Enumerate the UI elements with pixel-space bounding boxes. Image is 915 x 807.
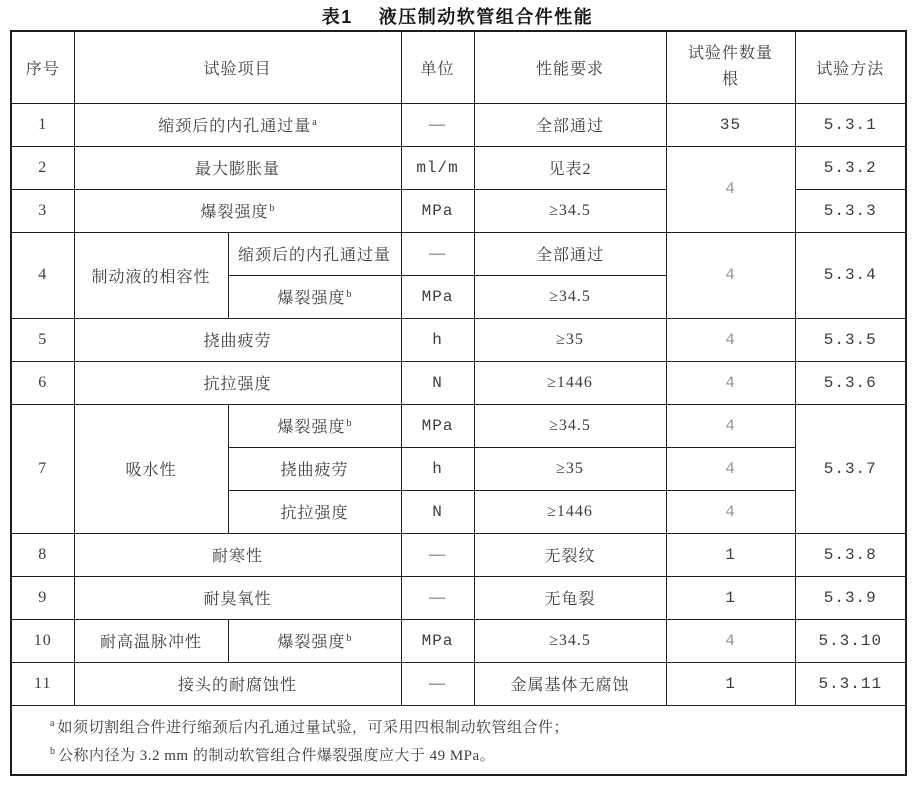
cell-unit: — — [401, 533, 474, 576]
cell-requirement: ≥35 — [474, 318, 666, 361]
table-row — [11, 662, 906, 705]
footnote-marker-b: b — [346, 417, 352, 429]
cell-quantity-merged: 4 — [666, 146, 795, 232]
cell-quantity: 4 — [666, 361, 795, 404]
cell-serial: 4 — [11, 232, 74, 318]
table-row — [11, 576, 906, 619]
cell-unit: N — [401, 361, 474, 404]
cell-test-subitem: 缩颈后的内孔通过量 — [228, 232, 401, 275]
cell-method: 5.3.6 — [795, 361, 906, 404]
cell-requirement: ≥35 — [474, 447, 666, 490]
footnote-b — [50, 742, 885, 770]
footnote-a-marker: a — [50, 717, 55, 729]
cell-method: 5.3.2 — [795, 146, 906, 189]
cell-requirement: ≥1446 — [474, 361, 666, 404]
cell-quantity: 35 — [666, 103, 795, 146]
cell-requirement: ≥34.5 — [474, 404, 666, 447]
cell-unit: MPa — [401, 189, 474, 232]
cell-method: 5.3.1 — [795, 103, 906, 146]
table-row — [11, 361, 906, 404]
table-row — [11, 619, 906, 662]
cell-method: 5.3.3 — [795, 189, 906, 232]
header-quantity-line2: 根 — [722, 71, 740, 89]
footnote-b-text: 公称内径为 3.2 mm 的制动软管组合件爆裂强度应大于 49 MPa。 — [58, 747, 496, 764]
footnote-a-text: 如须切割组合件进行缩颈后内孔通过量试验，可采用四根制动软管组合件； — [57, 719, 569, 736]
cell-test-subitem — [228, 275, 401, 318]
cell-test-item: 耐寒性 — [74, 533, 401, 576]
cell-requirement: ≥1446 — [474, 490, 666, 533]
cell-unit: — — [401, 662, 474, 705]
header-row — [11, 31, 906, 103]
cell-test-subitem: 抗拉强度 — [228, 490, 401, 533]
cell-test-item — [74, 103, 401, 146]
cell-quantity-merged: 4 — [666, 232, 795, 318]
cell-test-item — [74, 189, 401, 232]
cell-serial: 10 — [11, 619, 74, 662]
cell-serial: 8 — [11, 533, 74, 576]
cell-requirement: ≥34.5 — [474, 619, 666, 662]
cell-requirement: 全部通过 — [474, 232, 666, 275]
cell-method: 5.3.11 — [795, 662, 906, 705]
cell-test-item-group: 吸水性 — [74, 404, 228, 533]
cell-method-merged: 5.3.4 — [795, 232, 906, 318]
footnote-marker-a: a — [312, 116, 317, 128]
cell-quantity: 1 — [666, 533, 795, 576]
cell-serial: 1 — [11, 103, 74, 146]
cell-serial: 6 — [11, 361, 74, 404]
table-row — [11, 232, 906, 275]
table-row — [11, 533, 906, 576]
cell-unit: — — [401, 576, 474, 619]
table-row — [11, 103, 906, 146]
cell-test-item-group: 制动液的相容性 — [74, 232, 228, 318]
cell-quantity: 4 — [666, 490, 795, 533]
cell-requirement: 金属基体无腐蚀 — [474, 662, 666, 705]
header-unit: 单位 — [401, 31, 474, 103]
cell-quantity: 1 — [666, 662, 795, 705]
test-item-text: 缩颈后的内孔通过量 — [158, 118, 312, 135]
cell-quantity: 4 — [666, 318, 795, 361]
table-row — [11, 404, 906, 447]
footnotes-row — [11, 705, 906, 775]
cell-requirement: 无裂纹 — [474, 533, 666, 576]
cell-test-subitem — [228, 404, 401, 447]
cell-quantity: 4 — [666, 447, 795, 490]
cell-quantity: 4 — [666, 404, 795, 447]
table-number: 表1 — [321, 7, 353, 27]
cell-requirement: 全部通过 — [474, 103, 666, 146]
cell-test-item: 抗拉强度 — [74, 361, 401, 404]
cell-method: 5.3.10 — [795, 619, 906, 662]
footnote-b-marker: b — [50, 745, 55, 757]
footnotes-cell — [11, 705, 906, 775]
cell-method: 5.3.5 — [795, 318, 906, 361]
cell-unit: — — [401, 103, 474, 146]
test-item-text: 爆裂强度 — [277, 634, 346, 651]
cell-serial: 3 — [11, 189, 74, 232]
cell-unit: ml/m — [401, 146, 474, 189]
performance-table — [10, 30, 907, 776]
cell-serial: 5 — [11, 318, 74, 361]
cell-test-subitem — [228, 619, 401, 662]
cell-quantity: 4 — [666, 619, 795, 662]
cell-test-item: 接头的耐腐蚀性 — [74, 662, 401, 705]
cell-unit: N — [401, 490, 474, 533]
test-item-text: 爆裂强度 — [277, 419, 346, 436]
cell-method: 5.3.8 — [795, 533, 906, 576]
header-requirement: 性能要求 — [474, 31, 666, 103]
table-title-text: 液压制动软管组合件性能 — [378, 7, 594, 27]
cell-requirement: ≥34.5 — [474, 275, 666, 318]
footnote-a — [50, 714, 885, 742]
cell-serial: 9 — [11, 576, 74, 619]
cell-unit: MPa — [401, 275, 474, 318]
footnote-marker-b: b — [346, 288, 352, 300]
header-serial: 序号 — [11, 31, 74, 103]
test-item-text: 爆裂强度 — [200, 204, 269, 221]
header-quantity — [666, 31, 795, 103]
cell-test-item: 最大膨胀量 — [74, 146, 401, 189]
table-row — [11, 146, 906, 189]
cell-unit: MPa — [401, 404, 474, 447]
test-item-text: 爆裂强度 — [277, 290, 346, 307]
cell-test-subitem: 挠曲疲劳 — [228, 447, 401, 490]
cell-test-item: 挠曲疲劳 — [74, 318, 401, 361]
cell-unit: h — [401, 318, 474, 361]
cell-test-item-group: 耐高温脉冲性 — [74, 619, 228, 662]
cell-quantity: 1 — [666, 576, 795, 619]
cell-serial: 7 — [11, 404, 74, 533]
cell-serial: 11 — [11, 662, 74, 705]
cell-requirement: 无龟裂 — [474, 576, 666, 619]
cell-unit: h — [401, 447, 474, 490]
cell-serial: 2 — [11, 146, 74, 189]
footnote-marker-b: b — [269, 202, 275, 214]
table-title — [0, 3, 915, 29]
cell-method: 5.3.9 — [795, 576, 906, 619]
header-method: 试验方法 — [795, 31, 906, 103]
cell-requirement: 见表2 — [474, 146, 666, 189]
cell-test-item: 耐臭氧性 — [74, 576, 401, 619]
footnote-marker-b: b — [346, 632, 352, 644]
header-test-item: 试验项目 — [74, 31, 401, 103]
cell-method-merged: 5.3.7 — [795, 404, 906, 533]
header-quantity-line1: 试验件数量 — [688, 45, 774, 63]
cell-unit: MPa — [401, 619, 474, 662]
table-row — [11, 318, 906, 361]
cell-unit: — — [401, 232, 474, 275]
cell-requirement: ≥34.5 — [474, 189, 666, 232]
